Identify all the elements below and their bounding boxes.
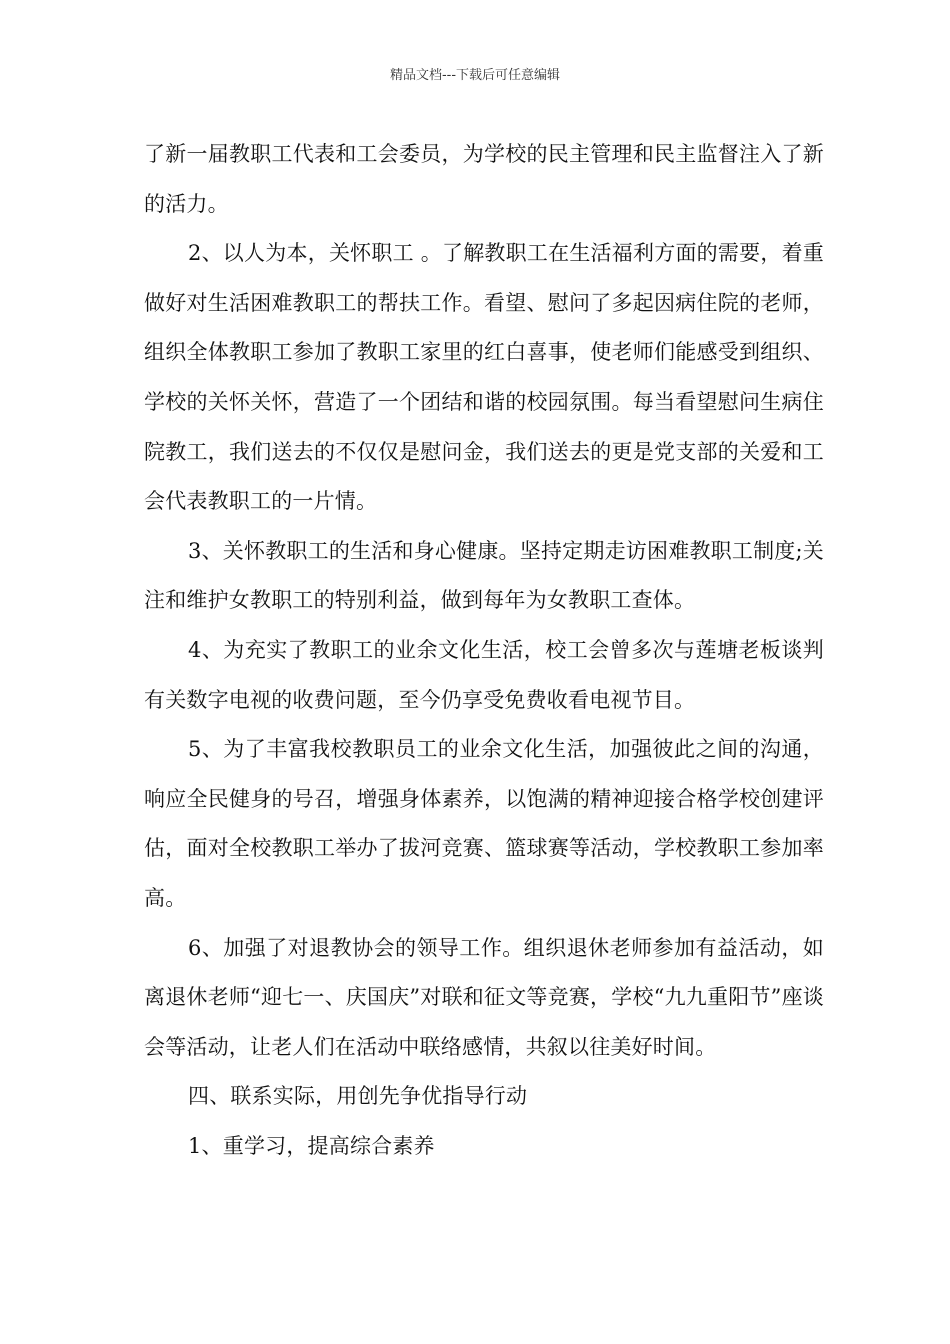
paragraph-item-3: 3、关怀教职工的生活和身心健康。坚持定期走访困难教职工制度;关注和维护女教职工的特别利益，做到每年为女教职工查体。 (144, 538, 824, 613)
paragraph-item-2: 2、以人为本，关怀职工 。了解教职工在生活福利方面的需要，着重做好对生活困难教职工的帮扶工作。看望、慰问了多起因病住院的老师，组织全体教职工参加了教职工家里的红白喜事，使老师们能感受到组织、学校的关怀关怀，营造了一个团结和谐的校园氛围。每当看望慰问生病住院教工，我们送去的不仅仅是慰问金，我们送去的更是党支部的关爱和工会代表教职工的一片情。 (144, 241, 824, 514)
subsection-heading-1: 1、重学习，提高综合素养 (188, 1133, 435, 1158)
paragraph-continuation: 了新一届教职工代表和工会委员，为学校的民主管理和民主监督注入了新的活力。 (144, 142, 824, 216)
paragraph-item-4: 4、为充实了教职工的业余文化生活，校工会曾多次与莲塘老板谈判有关数字电视的收费问题，至今仍享受免费收看电视节目。 (144, 637, 824, 712)
document-body (144, 130, 824, 1171)
paragraph-item-5: 5、为了丰富我校教职员工的业余文化生活，加强彼此之间的沟通，响应全民健身的号召，增强身体素养，以饱满的精神迎接合格学校创建评估，面对全校教职工举办了拔河竞赛、篮球赛等活动，学校教职工参加率高。 (144, 737, 824, 910)
page-header: 精品文档---下载后可任意编辑 (389, 68, 561, 83)
section-heading-4: 四、联系实际，用创先争优指导行动 (188, 1084, 528, 1109)
paragraph-item-6: 6、加强了对退教协会的领导工作。组织退休老师参加有益活动，如离退休老师“迎七一、庆国庆”对联和征文等竞赛，学校“九九重阳节”座谈会等活动，让老人们在活动中联络感情，共叙以往美好时间。 (144, 935, 824, 1059)
